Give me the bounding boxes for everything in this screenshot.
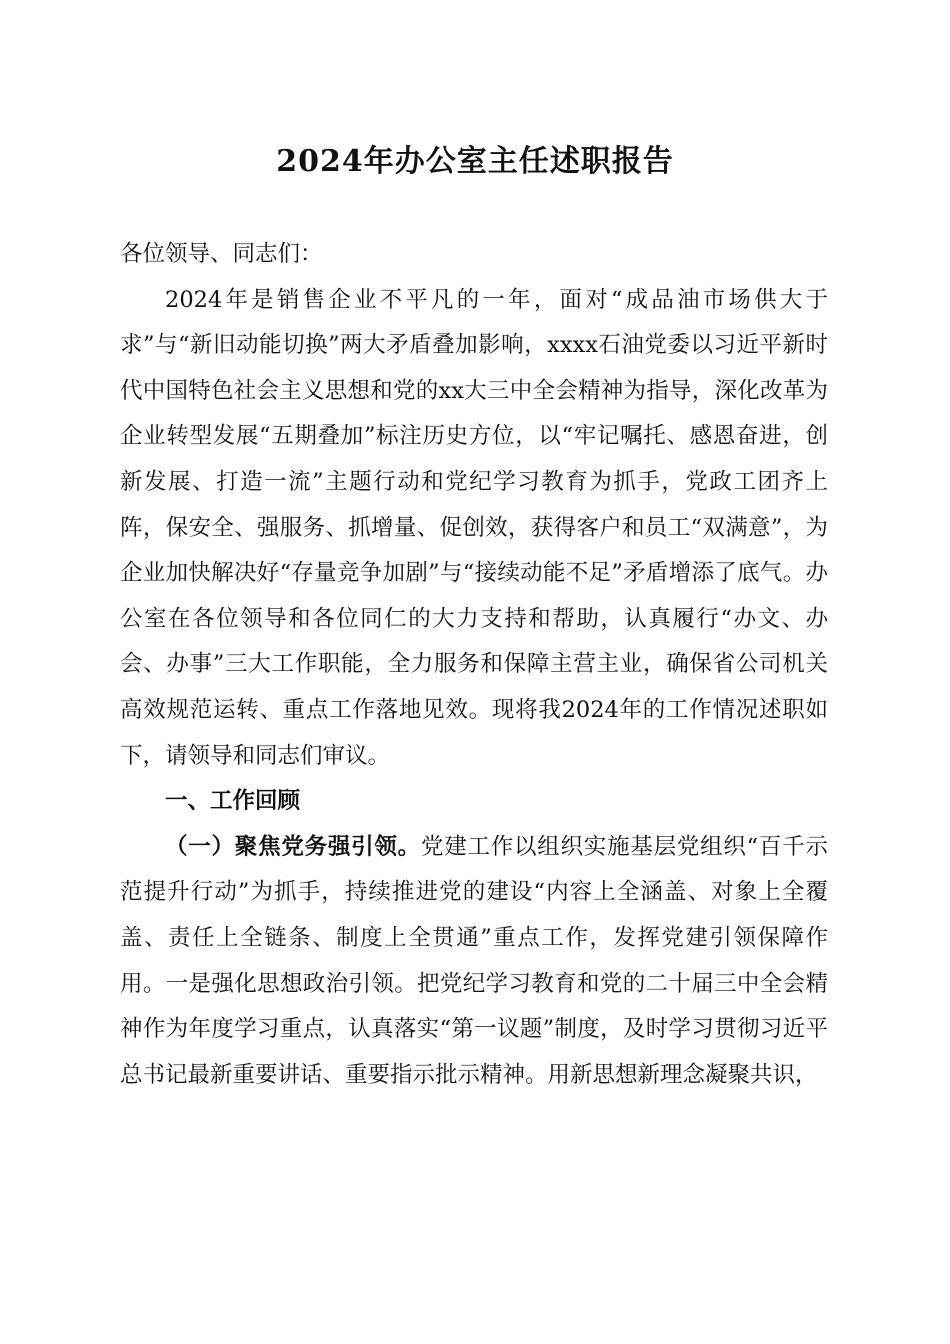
subsection-text: 党建工作以组织实施基层党组织“百千示范提升行动”为抓手，持续推进党的建设“内容上全涵盖、对象上全覆盖、责任上全链条、制度上全贯通”重点工作，发挥党建引领保障作用。一是强化思想政治引领。把党纪学习教育和党的二十届三中全会精神作为年度学习重点，认真落实“第一议题”制度，及时学习贯彻习近平总书记最新重要讲话、重要指示批示精神。用新思想新理念凝聚共识， (120, 833, 828, 1088)
document-title: 2024年办公室主任述职报告 (276, 144, 674, 179)
subsection-paragraph (120, 825, 828, 1099)
subsection-heading-party-affairs: （一）聚焦党务强引领。 (165, 833, 421, 860)
document-body (120, 232, 828, 1098)
section-heading-work-review: 一、工作回顾 (165, 788, 301, 815)
salutation: 各位领导、同志们： (120, 241, 323, 267)
intro-paragraph: 2024年是销售企业不平凡的一年，面对“成品油市场供大于求”与“新旧动能切换”两大矛盾叠加影响，xxxx石油党委以习近平新时代中国特色社会主义思想和党的xx大三中全会精神为指导，深化改革为企业转型发展“五期叠加”标注历史方位，以“牢记嘱托、感恩奋进，创新发展、打造一流”主题行动和党纪学习教育为抓手，党政工团齐上阵，保安全、强服务、抓增量、促创效，获得客户和员工“双满意”，为企业加快解决好“存量竞争加剧”与“接续动能不足”矛盾增添了底气。办公室在各位领导和各位同仁的大力支持和帮助，认真履行“办文、办会、办事”三大工作职能，全力服务和保障主营主业，确保省公司机关高效规范运转、重点工作落地见效。现将我2024年的工作情况述职如下，请领导和同志们审议。 (120, 286, 828, 769)
